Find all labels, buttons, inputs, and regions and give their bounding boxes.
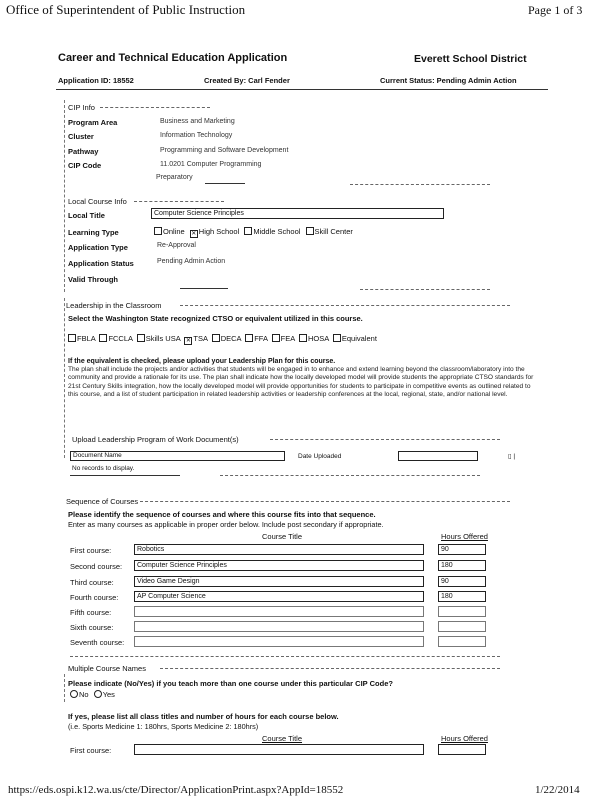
middle-school-checkbox[interactable] (244, 227, 252, 235)
cip-heading-rule (100, 107, 210, 108)
second-course-title[interactable]: Computer Science Principles (134, 560, 424, 571)
tsa-checkbox[interactable]: ✕ (185, 338, 191, 344)
local-title-field[interactable]: Computer Science Principles (151, 208, 444, 219)
application-status-value: Pending Admin Action (157, 258, 226, 265)
table-bottom-rule (220, 475, 480, 476)
date-uploaded-header[interactable]: Date Uploaded (298, 453, 342, 460)
ffa-checkbox[interactable] (245, 334, 253, 342)
footer-url: https://eds.ospi.k12.wa.us/cte/Director/ApplicationPrint.aspx?AppId=18552 (8, 784, 344, 796)
ctso-option-fccla[interactable]: FCCLA (99, 334, 132, 343)
deca-checkbox[interactable] (212, 334, 220, 342)
equivalent-checkbox[interactable] (333, 334, 341, 342)
sort-icon[interactable]: ▯ | (508, 453, 516, 460)
created-by: Created By: Carl Fender (204, 76, 290, 85)
fourth-course-title[interactable]: AP Computer Science (134, 591, 424, 602)
skills-usa-checkbox[interactable] (137, 334, 145, 342)
hosa-checkbox[interactable] (299, 334, 307, 342)
cip-info-heading: CIP Info (68, 103, 95, 112)
page-number: Page 1 of 3 (528, 3, 583, 17)
ctso-option-ffa[interactable]: FFA (245, 334, 267, 343)
no-records-rule (70, 475, 180, 476)
cip-dashed-rule (350, 184, 490, 185)
seventh-course-label: Seventh course: (70, 638, 125, 647)
fccla-checkbox[interactable] (99, 334, 107, 342)
fourth-course-label: Fourth course: (70, 593, 119, 602)
multiple-rule (160, 668, 500, 669)
page-title: Career and Technical Education Application (58, 52, 288, 64)
ctso-instruction: Select the Washington State recognized CTSO or equivalent utilized in this course. (68, 314, 363, 323)
skill-center-checkbox[interactable] (306, 227, 314, 235)
district-name: Everett School District (414, 53, 527, 65)
third-course-label: Third course: (70, 578, 114, 587)
multiple-question: Please indicate (No/Yes) if you teach more than one course under this particular CIP Code? (68, 679, 393, 688)
sixth-course-hours[interactable] (438, 621, 486, 632)
local-dashed-rule (360, 289, 490, 290)
multi-hours-offered-header: Hours Offered (441, 734, 488, 743)
online-checkbox[interactable] (154, 227, 162, 235)
multi-first-course-label: First course: (70, 746, 112, 755)
fifth-course-hours[interactable] (438, 606, 486, 617)
skill-center-option[interactable]: Skill Center (306, 227, 353, 236)
document-filter-field[interactable] (398, 451, 478, 461)
no-radio[interactable] (70, 690, 78, 698)
application-type-label: Application Type (68, 243, 128, 252)
multiple-options (70, 690, 115, 699)
learning-type-options (154, 227, 353, 238)
cip-code-value: 11.0201 Computer Programming (160, 161, 262, 168)
title-divider (56, 89, 548, 90)
second-course-hours[interactable]: 180 (438, 560, 486, 571)
preparatory-value: Preparatory (156, 174, 193, 181)
multi-first-course-title[interactable] (134, 744, 424, 755)
local-course-heading: Local Course Info (68, 197, 127, 206)
first-course-title[interactable]: Robotics (134, 544, 424, 555)
list-example: (i.e. Sports Medicine 1: 180hrs, Sports Medicine 2: 180hrs) (68, 722, 259, 731)
multiple-left-border (64, 674, 65, 702)
high-school-checkbox[interactable]: ✕ (191, 231, 197, 237)
valid-through-label: Valid Through (68, 275, 118, 284)
multi-course-title-header: Course Title (262, 734, 303, 743)
ctso-option-equivalent[interactable]: Equivalent (333, 334, 377, 343)
application-type-value: Re-Approval (157, 242, 196, 249)
yes-radio[interactable] (94, 690, 102, 698)
middle-school-option[interactable]: Middle School (244, 227, 300, 236)
sequence-rule (140, 501, 510, 502)
pathway-label: Pathway (68, 147, 99, 156)
ctso-option-deca[interactable]: DECA (212, 334, 241, 343)
cluster-label: Cluster (68, 132, 94, 141)
upload-rule (270, 439, 500, 440)
pathway-value: Programming and Software Development (160, 147, 289, 154)
multiple-course-heading: Multiple Course Names (68, 664, 146, 673)
yes-option[interactable]: Yes (94, 690, 115, 699)
learning-type-label: Learning Type (68, 228, 119, 237)
fourth-course-hours[interactable]: 180 (438, 591, 486, 602)
leadership-heading: Leadership in the Classroom (66, 301, 162, 310)
cip-left-border (64, 100, 65, 292)
ctso-option-fbla[interactable]: FBLA (68, 334, 95, 343)
sequence-heading: Sequence of Courses (66, 497, 139, 506)
local-title-label: Local Title (68, 211, 105, 220)
current-status: Current Status: Pending Admin Action (380, 76, 517, 85)
sequence-instruction-2: Enter as many courses as applicable in proper order below. Include post secondary if appropriate. (68, 520, 384, 529)
leadership-left-border (64, 298, 65, 458)
first-course-hours[interactable]: 90 (438, 544, 486, 555)
ctso-option-fea[interactable]: FEA (272, 334, 295, 343)
ctso-option-tsa[interactable]: ✕ TSA (185, 334, 208, 344)
leadership-rule (180, 305, 510, 306)
sixth-course-title[interactable] (134, 621, 424, 632)
fifth-course-label: Fifth course: (70, 608, 112, 617)
online-option[interactable]: Online (154, 227, 185, 236)
sixth-course-label: Sixth course: (70, 623, 114, 632)
office-header: Office of Superintendent of Public Instruction (6, 2, 246, 17)
no-option[interactable]: No (70, 690, 89, 699)
application-status-label: Application Status (68, 259, 134, 268)
sequence-bottom-rule (70, 656, 500, 657)
program-area-value: Business and Marketing (160, 118, 235, 125)
sequence-instruction-1: Please identify the sequence of courses and where this course fits into that sequence. (68, 510, 376, 519)
list-prompt: If yes, please list all class titles and number of hours for each course below. (68, 712, 339, 721)
footer-date: 1/22/2014 (535, 784, 580, 796)
hours-offered-header: Hours Offered (441, 532, 488, 541)
third-course-title[interactable]: Video Game Design (134, 576, 424, 587)
document-name-header[interactable]: Document Name (70, 451, 285, 461)
third-course-hours[interactable]: 90 (438, 576, 486, 587)
fbla-checkbox[interactable] (68, 334, 76, 342)
ctso-option-hosa[interactable]: HOSA (299, 334, 329, 343)
course-title-header: Course Title (262, 532, 303, 541)
second-course-label: Second course: (70, 562, 123, 571)
multi-first-course-hours[interactable] (438, 744, 486, 755)
cluster-value: Information Technology (160, 132, 233, 139)
fea-checkbox[interactable] (272, 334, 280, 342)
seventh-course-hours[interactable] (438, 636, 486, 647)
local-course-rule (134, 201, 224, 202)
high-school-option[interactable]: ✕ High School (191, 227, 240, 237)
program-area-label: Program Area (68, 118, 118, 127)
ctso-option-skills-usa[interactable]: Skills USA (137, 334, 181, 343)
valid-through-rule (180, 288, 228, 289)
cip-code-label: CIP Code (68, 161, 102, 170)
equivalent-note: If the equivalent is checked, please upload your Leadership Plan for this course. (68, 358, 336, 365)
seventh-course-title[interactable] (134, 636, 424, 647)
no-records-text: No records to display. (72, 465, 135, 472)
upload-heading: Upload Leadership Program of Work Document(s) (72, 435, 239, 444)
application-id: Application ID: 18552 (58, 76, 134, 85)
first-course-label: First course: (70, 546, 112, 555)
preparatory-rule (205, 183, 245, 184)
leadership-paragraph: The plan shall include the projects and/or activities that students will be engaged in to enhance and extend learning beyond the classroom/laboratory into the community and provide a rationale for its use. The plan shall indicate how the locally developed model will provide students the appropriate CTSO standards for 21st Century Skills integration, how the locally developed model will provide opportunities for students to participate in competitive events as outlined related to this course, and a list of student participation in related leadership activities or leadership conferences at the local, regional, state, and/or national level. (68, 366, 534, 399)
fifth-course-title[interactable] (134, 606, 424, 617)
ctso-options (68, 334, 377, 345)
